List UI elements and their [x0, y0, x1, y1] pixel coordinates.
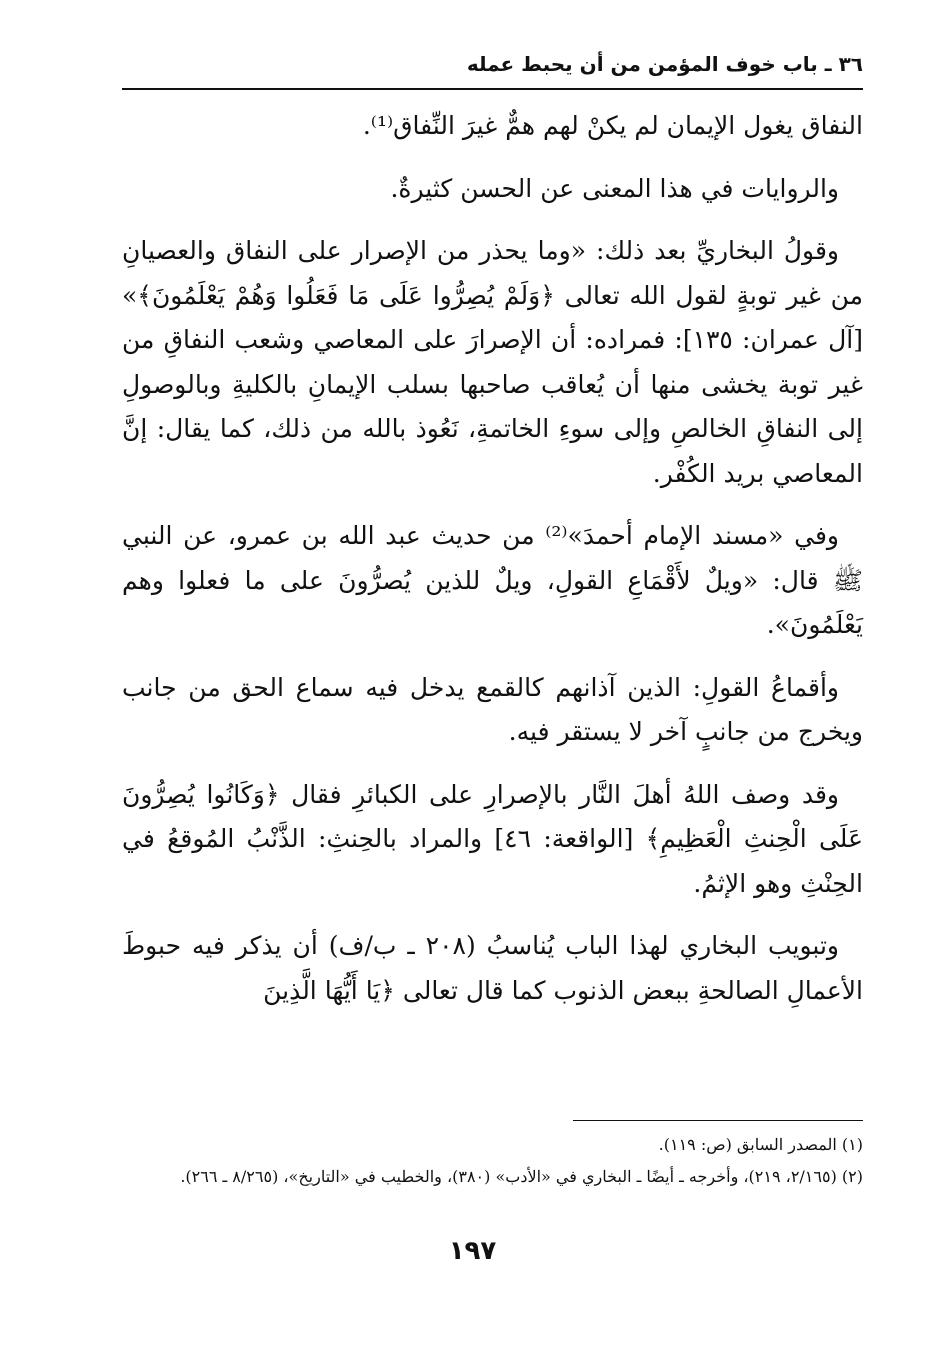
paragraph: وفي «مسند الإمام أحمدَ»⁽²⁾ من حديث عبد الله بن عمرو، عن النبي ﷺ قال: «ويلٌ لأَقْمَاعِ القولِ، ويلٌ للذين يُصرُّونَ على ما فعلوا وهم يَعْلَمُونَ».	[122, 521, 863, 639]
paragraph: النفاق يغول الإيمان لم يكنْ لهم همٌّ غيرَ النِّفاق⁽¹⁾.	[362, 111, 863, 140]
paragraph: وقد وصف اللهُ أهلَ النَّار بالإصرارِ على الكبائرِ فقال ﴿وَكَانُوا يُصِرُّونَ عَلَى الْحِنثِ الْعَظِيمِ﴾ [الواقعة: ٤٦] والمراد بالحِنثِ: الذَّنْبُ المُوقعُ في الحِنْثِ وهو الإثمُ.	[122, 779, 863, 898]
running-header: ٣٦ ـ باب خوف المؤمن من أن يحبط عمله	[466, 52, 863, 76]
footnote: (١) المصدر السابق (ص: ١١٩).	[658, 1135, 863, 1154]
footnotes	[122, 1130, 863, 1194]
page-number: ١٩٧	[448, 1236, 497, 1266]
paragraph: وأقماعُ القولِ: الذين آذانهم كالقمع يدخل فيه سماع الحق من جانب ويخرج من جانبٍ آخر لا يستقر فيه.	[122, 672, 863, 746]
footnote-rule	[573, 1120, 863, 1121]
paragraph: والروايات في هذا المعنى عن الحسن كثيرةٌ.	[390, 173, 839, 203]
header-rule	[122, 88, 863, 90]
main-text	[122, 104, 863, 1031]
paragraph: وتبويب البخاري لهذا الباب يُناسبُ (٢٠٨ ـ ب/ف) أن يذكر فيه حبوطَ الأعمالِ الصالحةِ ببعض الذنوب كما قال تعالى ﴿يَا أَيُّهَا الَّذِينَ	[122, 931, 863, 1005]
paragraph: وقولُ البخاريِّ بعد ذلك: «وما يحذر من الإصرار على النفاق والعصيانِ من غير توبةٍ لقول الله تعالى ﴿وَلَمْ يُصِرُّوا عَلَى مَا فَعَلُوا وَهُمْ يَعْلَمُونَ﴾» [آل عمران: ١٣٥]: فمراده: أن الإصرارَ على المعاصي وشعب النفاقِ من غير توبة يخشى منها أن يُعاقب صاحبها بسلب الإيمانِ بالكليةِ وبالوصولِ إلى النفاقِ الخالصِ وإلى سوءِ الخاتمةِ، نَعُوذ بالله من ذلك، كما يقال: إنَّ المعاصي بريد الكُفْر.	[122, 236, 863, 488]
footnote: (٢) (٢/١٦٥، ٢١٩)، وأخرجه ـ أيضًا ـ البخاري في «الأدب» (٣٨٠)، والخطيب في «التاريخ»، (٨/٢٦٥ ـ ٢٦٦).	[180, 1167, 863, 1186]
